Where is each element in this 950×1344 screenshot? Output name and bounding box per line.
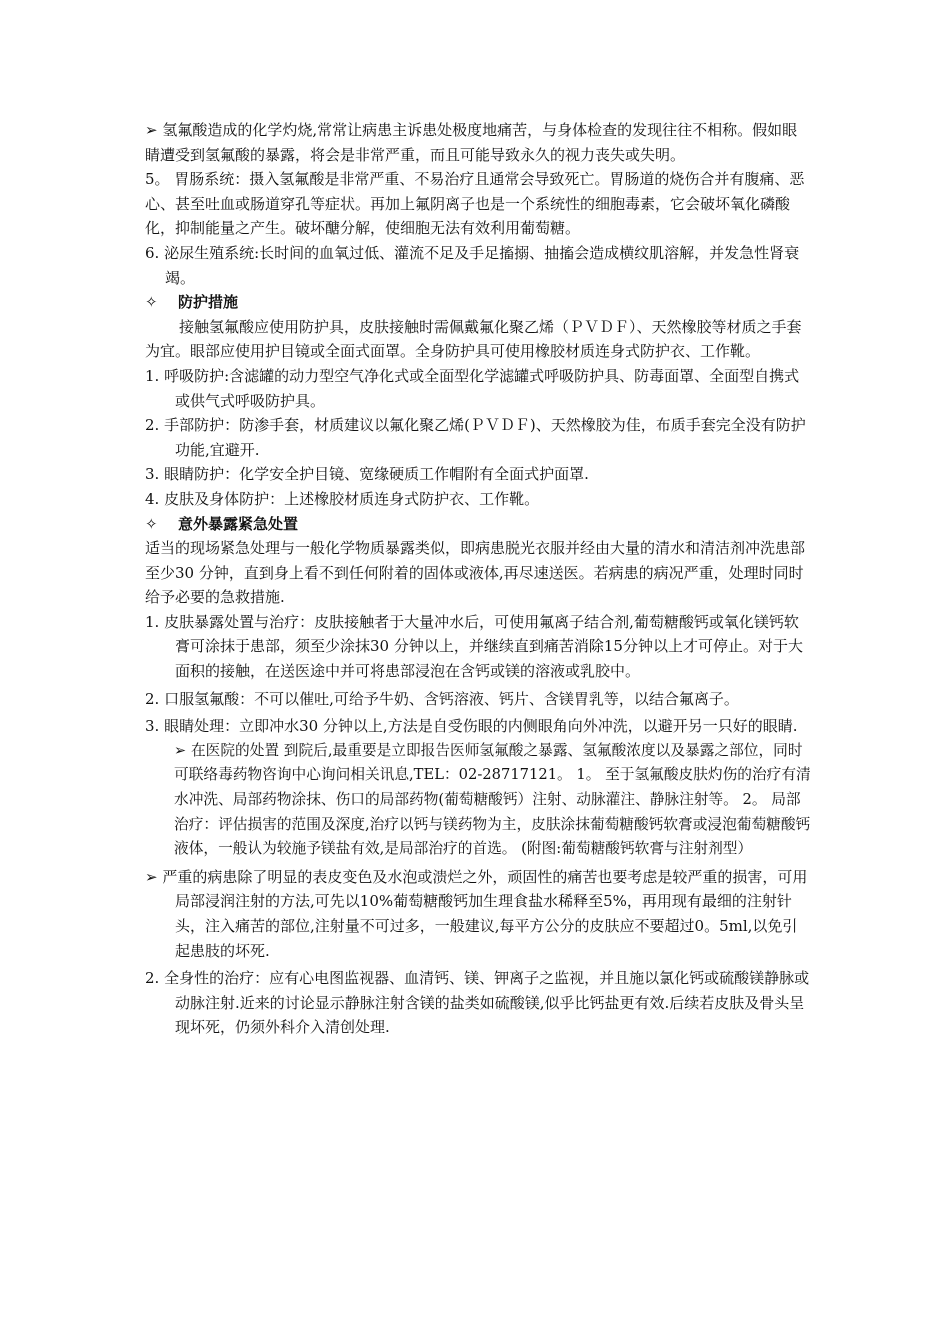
diamond-bullet-icon: ✧ xyxy=(145,514,158,533)
heading-emergency xyxy=(145,512,811,537)
list-item-hand: 2. 手部防护：防渗手套，材质建议以氟化聚乙烯(ＰＶＤＦ)、天然橡胶为佳，布质手套完全没有防护功能,宜避开. xyxy=(145,416,806,459)
paragraph-hospital-treatment: ➢ 在医院的处置 到院后,最重要是立即报告医师氢氟酸之暴露、氢氟酸浓度以及暴露之部位，同时可联络毒药物咨询中心询问相关讯息,TEL：02-28717121。 1。 至于氢氟酸皮肤灼伤的治疗有清水冲洗、局部药物涂抹、伤口的局部药物(葡萄糖酸钙）注射、动脉灌注、静脉注射等。 2。 局部治疗：评估损害的范围及深度,治疗以钙与镁药物为主，皮肤涂抹葡萄糖酸钙软膏或浸泡葡萄糖酸钙液体，一般认为较施予镁盐有效,是局部治疗的首选。 (附图:葡萄糖酸钙软膏与注射剂型） xyxy=(174,741,811,858)
list-item-respiratory: 1. 呼吸防护:含滤罐的动力型空气净化式或全面型化学滤罐式呼吸防护具、防毒面罩、全面型自携式或供气式呼吸防护具。 xyxy=(145,366,800,410)
heading-emergency-text: 意外暴露紧急处置 xyxy=(178,514,299,533)
paragraph-severe-cases: ➢ 严重的病患除了明显的表皮变色及水泡或溃烂之外，顽固性的痛苦也要考虑是较严重的损害，可用局部浸润注射的方法,可先以10%葡萄糖酸钙加生理食盐水稀释至5%，再用现有最细的注射针头，注入痛苦的部位,注射量不可过多，一般建议,每平方公分的皮肤应不要超过0。5ml,以免引起患肢的坏死. xyxy=(145,867,808,960)
diamond-bullet-icon: ✧ xyxy=(145,293,158,312)
list-item-skin-body: 4. 皮肤及身体防护：上述橡胶材质连身式防护衣、工作靴。 xyxy=(145,489,540,508)
paragraph-emergency-intro: 适当的现场紧急处理与一般化学物质暴露类似，即病患脱光衣服并经由大量的清水和清洁剂冲洗患部至少30 分钟，直到身上看不到任何附着的固体或液体,再尽速送医。若病患的病况严重，处理时同时给予必要的急救措施. xyxy=(145,539,806,607)
list-item-eye-protection: 3. 眼睛防护：化学安全护目镜、宽缘硬质工作帽附有全面式护面罩. xyxy=(145,465,589,484)
list-item-systemic-treatment: 2. 全身性的治疗：应有心电图监视器、血清钙、镁、钾离子之监视，并且施以氯化钙或硫酸镁静脉或动脉注射.近来的讨论显示静脉注射含镁的盐类如硫酸镁,似乎比钙盐更有效.后续若皮肤及骨头呈现坏死，仍须外科介入清创处理. xyxy=(145,969,810,1037)
paragraph-pain-eyes: ➢ 氢氟酸造成的化学灼烧,常常让病患主诉患处极度地痛苦，与身体检查的发现往往不相称。假如眼睛遭受到氢氟酸的暴露，将会是非常严重，而且可能导致永久的视力丧失或失明。 xyxy=(145,121,798,164)
list-item-oral: 2. 口服氢氟酸：不可以催吐,可给予牛奶、含钙溶液、钙片、含镁胃乳等，以结合氟离子。 xyxy=(145,689,739,708)
list-item-skin-exposure: 1. 皮肤暴露处置与治疗：皮肤接触者于大量冲水后，可使用氟离子结合剂,葡萄糖酸钙或氧化镁钙软膏可涂抹于患部，须至少涂抹30 分钟以上，并继续直到痛苦消除15分钟以上才可停止。对于大面积的接触，在送医途中并可将患部浸泡在含钙或镁的溶液或乳胶中。 xyxy=(145,612,803,681)
paragraph-protection-intro: 接触氢氟酸应使用防护具，皮肤接触时需佩戴氟化聚乙烯（ＰＶＤＦ）、天然橡胶等材质之手套为宜。眼部应使用护目镜或全面式面罩。全身防护具可使用橡胶材质连身式防护衣、工作靴。 xyxy=(145,317,802,361)
paragraph-gastrointestinal: 5。 胃肠系统：摄入氢氟酸是非常严重、不易治疗且通常会导致死亡。胃肠道的烧伤合并有腹痛、恶心、甚至吐血或肠道穿孔等症状。再加上氟阴离子也是一个系统性的细胞毒素，它会破坏氧化磷酸化，抑制能量之产生。破坏醣分解，使细胞无法有效利用葡萄糖。 xyxy=(145,170,805,238)
document-page xyxy=(145,118,811,1040)
heading-protection xyxy=(145,290,811,315)
paragraph-urogenital: 6. 泌尿生殖系统:长时间的血氧过低、灌流不足及手足搐搦、抽搐会造成横纹肌溶解，并发急性肾衰竭。 xyxy=(145,243,800,287)
list-item-eye-treatment: 3. 眼睛处理：立即冲水30 分钟以上,方法是自受伤眼的内侧眼角向外冲洗，以避开另一只好的眼睛. xyxy=(145,717,798,736)
heading-protection-text: 防护措施 xyxy=(178,293,239,312)
